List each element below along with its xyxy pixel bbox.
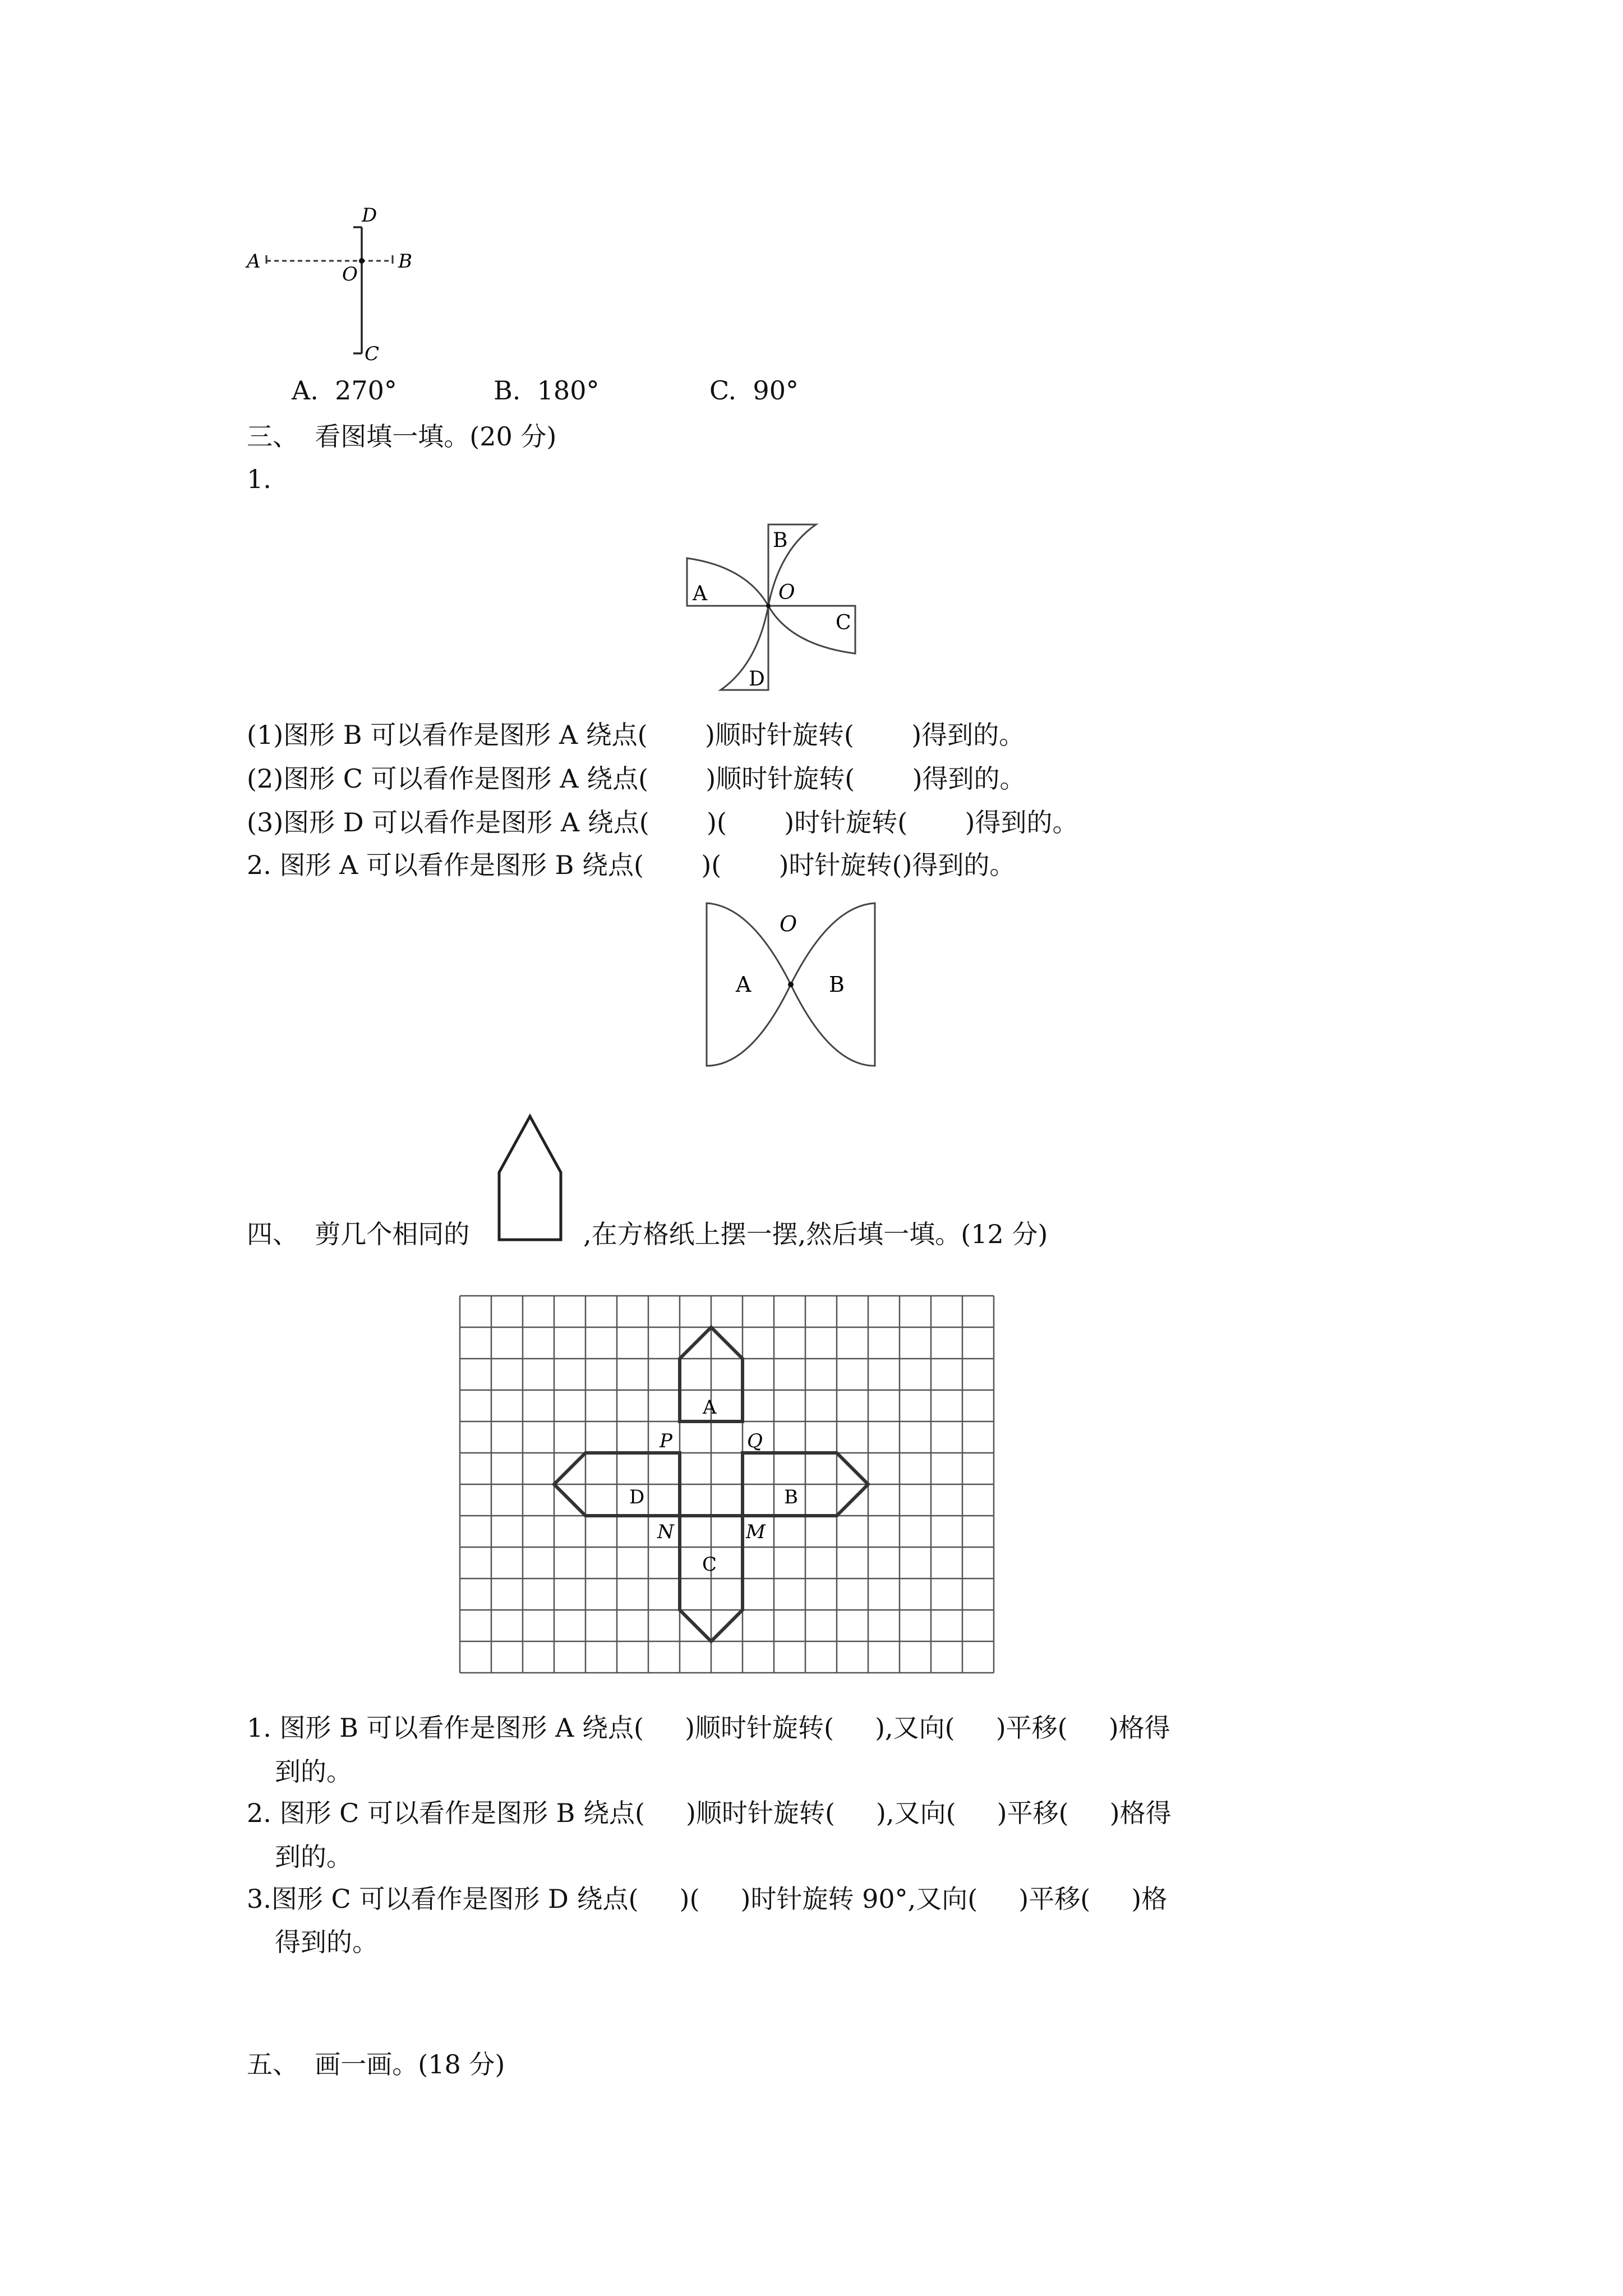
section3-heading: 三、 看图填一填。(20 分) — [247, 421, 557, 452]
halfdisc-label-a: A — [736, 972, 751, 997]
pinwheel-label-b: B — [773, 529, 788, 552]
pinwheel-label-a: A — [693, 582, 707, 605]
choice-c: C. 90° — [709, 375, 799, 406]
s4-line-1: 1. 图形 B 可以看作是图形 A 绕点( )顺时针旋转( ),又向( )平移( )格得 — [247, 1713, 1170, 1743]
q1-line-2: (2)图形 C 可以看作是图形 A 绕点( )顺时针旋转( )得到的。 — [247, 763, 1026, 794]
label-b: B — [398, 250, 412, 273]
section5-heading: 五、 画一画。(18 分) — [247, 2049, 505, 2079]
section4-heading-post: ,在方格纸上摆一摆,然后填一填。(12 分) — [583, 1219, 1048, 1249]
label-d: D — [362, 204, 377, 227]
s4-line-3b: 得到的。 — [275, 1927, 378, 1957]
pinwheel-figure — [679, 516, 869, 701]
grid-figure — [460, 1296, 998, 1683]
q1-number: 1. — [247, 464, 271, 494]
choice-a: A. 270° — [292, 375, 397, 406]
choice-b: B. 180° — [494, 375, 600, 406]
q2-line: 2. 图形 A 可以看作是图形 B 绕点( )( )时针旋转()得到的。 — [247, 850, 1016, 880]
grid-label-p: P — [660, 1430, 672, 1452]
label-o: O — [342, 263, 358, 286]
grid-label-a: A — [703, 1396, 717, 1419]
pinwheel-label-d: D — [749, 668, 765, 691]
pentagon-shape-icon — [494, 1111, 566, 1245]
halfdisc-label-b: B — [829, 972, 845, 997]
grid-label-q: Q — [747, 1430, 763, 1452]
q1-line-3: (3)图形 D 可以看作是图形 A 绕点( )( )时针旋转( )得到的。 — [247, 807, 1078, 838]
label-a: A — [247, 250, 261, 273]
grid-label-d: D — [629, 1486, 645, 1508]
grid-label-c: C — [702, 1553, 717, 1576]
halfdisc-label-o: O — [780, 912, 797, 936]
pinwheel-label-c: C — [836, 611, 851, 634]
grid-label-b: B — [784, 1486, 798, 1508]
q1-line-1: (1)图形 B 可以看作是图形 A 绕点( )顺时针旋转( )得到的。 — [247, 720, 1025, 750]
section4-heading-pre: 四、 剪几个相同的 — [247, 1219, 470, 1249]
s4-line-2: 2. 图形 C 可以看作是图形 B 绕点( )顺时针旋转( ),又向( )平移( )格得 — [247, 1798, 1172, 1828]
s4-line-2b: 到的。 — [275, 1842, 352, 1872]
s4-line-1b: 到的。 — [275, 1756, 352, 1787]
pinwheel-label-o: O — [778, 581, 795, 604]
grid-label-m: M — [746, 1521, 766, 1543]
s4-line-3: 3.图形 C 可以看作是图形 D 绕点( )( )时针旋转 90°,又向( )平移( )格 — [247, 1884, 1168, 1914]
label-c: C — [365, 343, 380, 365]
axes-figure — [247, 202, 437, 370]
grid-label-n: N — [657, 1521, 674, 1543]
halfdisc-figure — [695, 892, 886, 1083]
